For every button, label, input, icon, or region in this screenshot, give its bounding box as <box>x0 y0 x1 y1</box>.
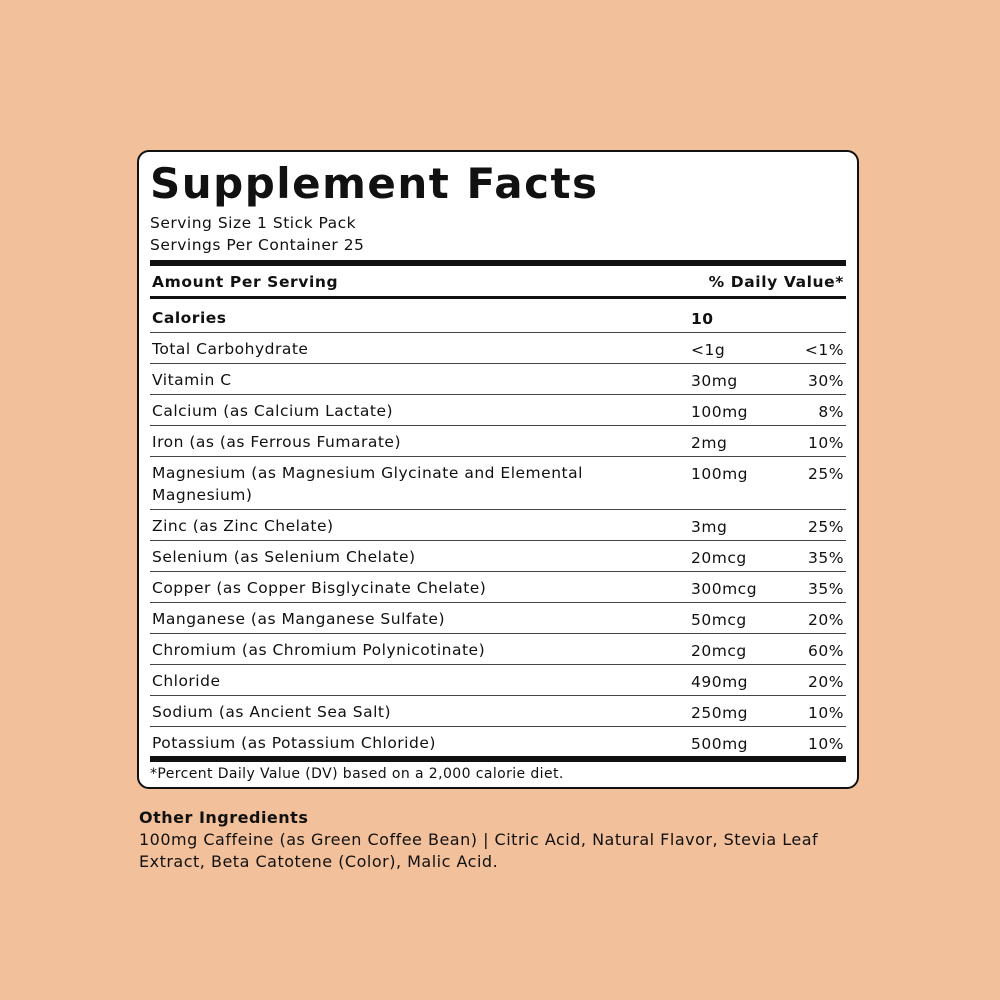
nutrient-amount: 100mg <box>691 465 749 483</box>
table-row <box>150 364 846 395</box>
daily-value-footnote: *Percent Daily Value (DV) based on a 2,000 calorie diet. <box>150 766 564 782</box>
other-ingredients-title: Other Ingredients <box>139 808 309 827</box>
amount-per-serving-label: Amount Per Serving <box>152 273 339 291</box>
nutrient-name: Manganese (as Manganese Sulfate) <box>152 610 445 628</box>
servings-per-container: Servings Per Container 25 <box>150 236 365 254</box>
table-row <box>150 603 846 634</box>
nutrient-name: Chromium (as Chromium Polynicotinate) <box>152 641 486 659</box>
nutrient-dv: 30% <box>808 372 844 390</box>
nutrient-amount: 3mg <box>691 518 728 536</box>
table-row <box>150 457 846 510</box>
column-header <box>150 266 846 299</box>
nutrient-amount: 20mcg <box>691 642 747 660</box>
nutrient-amount: 100mg <box>691 403 749 421</box>
nutrient-table <box>150 302 846 757</box>
nutrient-name: Calories <box>152 309 227 327</box>
nutrient-dv: 20% <box>808 673 844 691</box>
nutrient-amount: 500mg <box>691 735 749 753</box>
divider-thick <box>150 756 846 762</box>
nutrient-amount: 490mg <box>691 673 749 691</box>
nutrient-name: Copper (as Copper Bisglycinate Chelate) <box>152 579 487 597</box>
nutrient-name: Chloride <box>152 672 221 690</box>
nutrient-dv: 20% <box>808 611 844 629</box>
nutrient-name: Zinc (as Zinc Chelate) <box>152 517 334 535</box>
table-row <box>150 395 846 426</box>
nutrient-amount: 30mg <box>691 372 738 390</box>
nutrient-amount: 2mg <box>691 434 728 452</box>
nutrient-amount: 300mcg <box>691 580 758 598</box>
table-row <box>150 572 846 603</box>
table-row <box>150 634 846 665</box>
nutrient-dv: 60% <box>808 642 844 660</box>
panel-title: Supplement Facts <box>150 159 599 208</box>
nutrient-name: Potassium (as Potassium Chloride) <box>152 734 436 752</box>
nutrient-dv: 35% <box>808 549 844 567</box>
nutrient-amount: 10 <box>691 310 714 328</box>
nutrient-name: Magnesium (as Magnesium Glycinate and Elemental Magnesium) <box>152 464 583 504</box>
nutrient-name: Selenium (as Selenium Chelate) <box>152 548 416 566</box>
nutrient-name: Sodium (as Ancient Sea Salt) <box>152 703 392 721</box>
nutrient-amount: <1g <box>691 341 726 359</box>
nutrient-dv: 10% <box>808 434 844 452</box>
nutrient-dv: 10% <box>808 735 844 753</box>
nutrient-name: Calcium (as Calcium Lactate) <box>152 402 394 420</box>
nutrient-dv: 10% <box>808 704 844 722</box>
table-row <box>150 541 846 572</box>
nutrient-dv: 8% <box>818 403 844 421</box>
nutrient-name: Vitamin C <box>152 371 232 389</box>
table-row <box>150 302 846 333</box>
table-row <box>150 510 846 541</box>
table-row <box>150 333 846 364</box>
nutrient-dv: 35% <box>808 580 844 598</box>
nutrient-amount: 20mcg <box>691 549 747 567</box>
table-row <box>150 727 846 757</box>
table-row <box>150 696 846 727</box>
nutrient-name: Iron (as (as Ferrous Fumarate) <box>152 433 401 451</box>
nutrient-amount: 250mg <box>691 704 749 722</box>
table-row <box>150 665 846 696</box>
daily-value-label: % Daily Value* <box>708 273 844 291</box>
other-ingredients-text: 100mg Caffeine (as Green Coffee Bean) | Citric Acid, Natural Flavor, Stevia Leaf Extract, Beta Catotene (Color), Malic Acid. <box>139 830 819 871</box>
supplement-facts-panel <box>137 150 859 789</box>
nutrient-dv: 25% <box>808 465 844 483</box>
nutrient-dv: 25% <box>808 518 844 536</box>
nutrient-dv: <1% <box>804 341 844 359</box>
table-row <box>150 426 846 457</box>
nutrient-name: Total Carbohydrate <box>152 340 309 358</box>
serving-size: Serving Size 1 Stick Pack <box>150 214 357 232</box>
nutrient-amount: 50mcg <box>691 611 747 629</box>
